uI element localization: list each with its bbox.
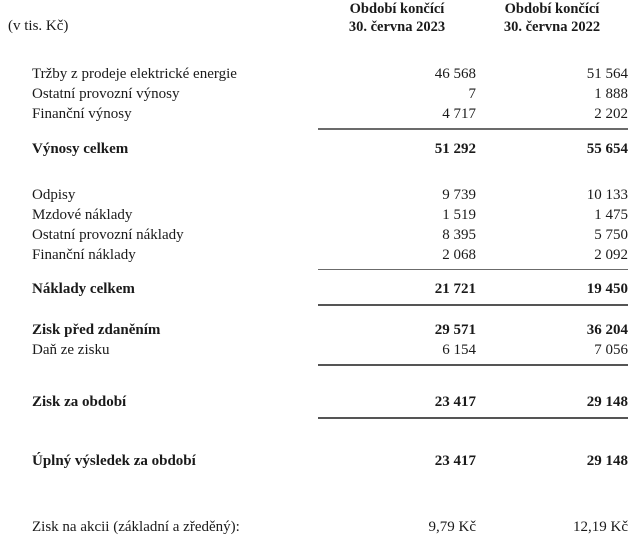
spacer-before-comprehensive-income xyxy=(0,419,640,451)
spacer-below-revenue-total-rule xyxy=(0,130,640,139)
row-value-2022-profit-for-period: 29 148 xyxy=(586,394,628,410)
table-row xyxy=(0,245,640,265)
table-row xyxy=(0,185,640,205)
table-row-total xyxy=(0,320,640,340)
row-value-2022-wage-costs: 1 475 xyxy=(594,206,628,223)
row-value-2023-other-operating-income: 7 xyxy=(468,86,476,102)
row-value-2023-costs-total: 21 721 xyxy=(434,281,476,297)
column-header-2022-line2: 30. června 2022 xyxy=(503,19,601,35)
table-row-total xyxy=(0,139,640,159)
row-value-2022-profit-before-tax: 36 204 xyxy=(586,322,628,338)
row-label-comprehensive-income: Úplný výsledek za období xyxy=(32,453,196,469)
row-label-earnings-per-share: Zisk na akcii (základní a zředěný): xyxy=(32,519,240,535)
table-row xyxy=(0,64,640,84)
row-value-2022-costs-total: 19 450 xyxy=(586,281,628,297)
spacer-before-eps xyxy=(0,471,640,503)
row-label-financial-income: Finanční výnosy xyxy=(32,106,132,122)
spacer-below-costs-total-rule xyxy=(0,270,640,279)
column-header-2023-line2: 30. června 2023 xyxy=(348,19,446,35)
table-row xyxy=(0,225,640,245)
row-value-2022-revenue-electricity: 51 564 xyxy=(586,66,628,82)
table-row-eps xyxy=(0,517,640,537)
spacer-after-header xyxy=(0,38,640,64)
row-label-profit-before-tax: Zisk před zdaněním xyxy=(32,322,161,338)
row-value-2023-profit-for-period: 23 417 xyxy=(434,394,476,410)
header-pad-cell xyxy=(628,0,640,38)
row-value-2022-comprehensive-income: 29 148 xyxy=(586,453,628,469)
row-value-2023-profit-before-tax: 29 571 xyxy=(434,322,476,338)
unit-label: (v tis. Kč) xyxy=(8,18,69,34)
row-value-2022-other-operating-costs: 5 750 xyxy=(594,226,628,243)
row-label-other-operating-income: Ostatní provozní výnosy xyxy=(32,86,180,102)
row-value-2022-income-tax: 7 056 xyxy=(594,342,628,358)
row-label-other-operating-costs: Ostatní provozní náklady xyxy=(32,226,184,243)
column-header-2023 xyxy=(318,0,476,38)
row-label-income-tax: Daň ze zisku xyxy=(32,342,110,358)
row-value-2022-other-operating-income: 1 888 xyxy=(594,86,628,102)
row-value-2022-financial-income: 2 202 xyxy=(594,106,628,122)
table-row xyxy=(0,340,640,360)
spacer-before-costs xyxy=(0,159,640,185)
row-label-revenue-total: Výnosy celkem xyxy=(32,140,129,157)
table-row xyxy=(0,84,640,104)
spacer-before-eps-2 xyxy=(0,503,640,517)
row-value-2023-revenue-total: 51 292 xyxy=(434,140,476,157)
row-value-2023-depreciation: 9 739 xyxy=(442,186,476,203)
row-value-2022-earnings-per-share: 12,19 Kč xyxy=(573,519,628,535)
row-label-costs-total: Náklady celkem xyxy=(32,281,135,297)
table-header-row xyxy=(0,0,640,38)
row-value-2023-income-tax: 6 154 xyxy=(442,342,476,358)
row-label-financial-costs: Finanční náklady xyxy=(32,246,136,263)
row-label-depreciation: Odpisy xyxy=(32,186,76,203)
column-header-2022 xyxy=(476,0,628,38)
row-value-2023-earnings-per-share: 9,79 Kč xyxy=(428,519,476,535)
column-header-2023-line1: Období končící xyxy=(349,1,445,17)
row-value-2022-financial-costs: 2 092 xyxy=(594,246,628,263)
row-value-2022-depreciation: 10 133 xyxy=(586,186,628,203)
row-value-2022-revenue-total: 55 654 xyxy=(586,140,628,157)
row-value-2023-revenue-electricity: 46 568 xyxy=(434,66,476,82)
row-value-2023-financial-income: 4 717 xyxy=(442,106,476,122)
row-value-2023-comprehensive-income: 23 417 xyxy=(434,453,476,469)
row-label-profit-for-period: Zisk za období xyxy=(32,394,127,410)
spacer-before-profit-period xyxy=(0,366,640,392)
row-label-revenue-electricity: Tržby z prodeje elektrické energie xyxy=(32,66,237,82)
spacer-before-profit-before-tax xyxy=(0,306,640,320)
row-value-2023-wage-costs: 1 519 xyxy=(442,206,476,223)
row-value-2023-other-operating-costs: 8 395 xyxy=(442,226,476,243)
row-value-2023-financial-costs: 2 068 xyxy=(442,246,476,263)
table-row-total xyxy=(0,279,640,299)
row-label-wage-costs: Mzdové náklady xyxy=(32,206,133,223)
table-row xyxy=(0,205,640,225)
column-header-2022-line1: Období končící xyxy=(504,1,600,17)
table-row-total xyxy=(0,392,640,412)
table-row xyxy=(0,104,640,124)
table-row-total xyxy=(0,451,640,471)
